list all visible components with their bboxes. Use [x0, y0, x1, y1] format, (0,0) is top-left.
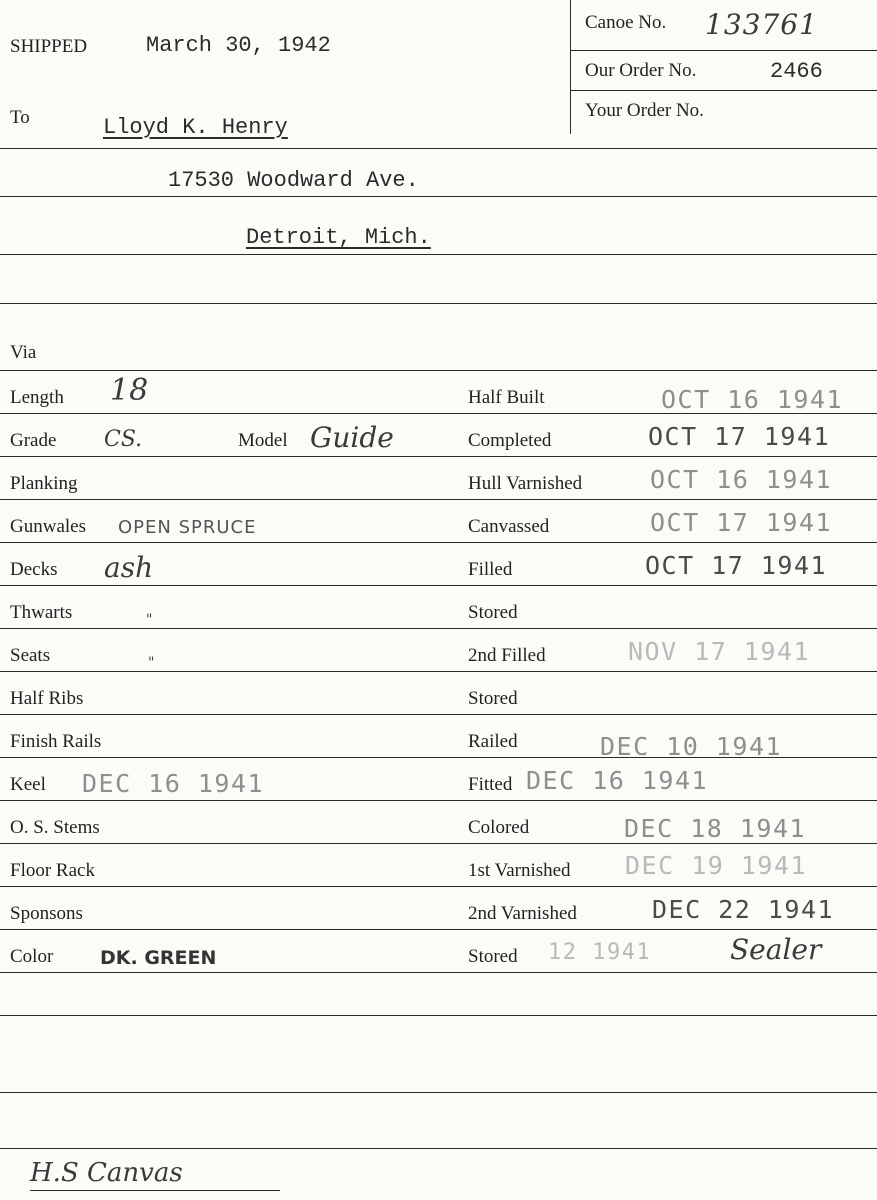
keel-label: Keel — [10, 774, 46, 795]
model-label: Model — [238, 430, 288, 451]
row-rule — [0, 972, 877, 973]
row-rule — [0, 714, 877, 715]
gunwales-label: Gunwales — [10, 516, 86, 537]
blank-rule — [0, 303, 877, 304]
model-value: Guide — [310, 421, 394, 454]
stored-label-3: Stored — [468, 946, 518, 967]
fitted-label: Fitted — [468, 774, 513, 795]
stored-sealer-note: Sealer — [730, 933, 822, 966]
stored-label-2: Stored — [468, 688, 518, 709]
filled-stamp: OCT 17 1941 — [645, 551, 828, 580]
seats-label: Seats — [10, 645, 51, 666]
stored-label-1: Stored — [468, 602, 518, 623]
recipient-name: Lloyd K. Henry — [103, 115, 288, 140]
address-line-2: Detroit, Mich. — [246, 225, 431, 250]
to-label: To — [10, 107, 30, 128]
gunwales-value: OPEN SPRUCE — [118, 517, 257, 538]
length-label: Length — [10, 387, 64, 408]
thwarts-value: " — [146, 612, 153, 628]
colored-label: Colored — [468, 817, 530, 838]
grade-label: Grade — [10, 430, 57, 451]
seats-value: " — [148, 655, 155, 671]
length-value: 18 — [110, 373, 149, 408]
header-box-line-2 — [570, 90, 877, 91]
color-label: Color — [10, 946, 54, 967]
row-rule — [0, 585, 877, 586]
shipped-date: March 30, 1942 — [146, 33, 331, 58]
first-varnished-stamp: DEC 19 1941 — [625, 851, 808, 880]
second-filled-stamp: NOV 17 1941 — [628, 637, 811, 666]
row-rule — [0, 499, 877, 500]
first-varnished-label: 1st Varnished — [468, 860, 571, 881]
stored-stamp-3: 12 1941 — [548, 940, 652, 965]
our-order-label: Our Order No. — [585, 60, 697, 81]
to-line — [0, 148, 877, 149]
row-rule — [0, 1148, 877, 1149]
row-rule — [0, 800, 877, 801]
second-filled-label: 2nd Filled — [468, 645, 546, 666]
shipped-label: SHIPPED — [10, 36, 88, 57]
row-rule — [0, 843, 877, 844]
header-box-line-1 — [570, 50, 877, 51]
via-label: Via — [10, 342, 37, 363]
canvassed-label: Canvassed — [468, 516, 550, 537]
via-rule — [0, 370, 877, 371]
half-ribs-label: Half Ribs — [10, 688, 84, 709]
half-built-stamp: OCT 16 1941 — [661, 385, 844, 414]
keel-value: DEC 16 1941 — [82, 769, 265, 798]
row-rule — [0, 886, 877, 887]
notes-line-3: H.S Canvas — [30, 1158, 183, 1188]
our-order-value: 2466 — [770, 59, 823, 84]
filled-label: Filled — [468, 559, 513, 580]
row-rule — [0, 671, 877, 672]
canoe-no-label: Canoe No. — [585, 12, 667, 33]
hull-varnished-stamp: OCT 16 1941 — [650, 465, 833, 494]
row-rule — [0, 1015, 877, 1016]
row-rule — [0, 1092, 877, 1093]
planking-label: Planking — [10, 473, 78, 494]
notes-underline — [30, 1190, 280, 1191]
address-line-1: 17530 Woodward Ave. — [168, 168, 419, 193]
header-box-divider — [570, 0, 571, 134]
grade-value: CS. — [104, 427, 143, 452]
completed-stamp: OCT 17 1941 — [648, 422, 831, 451]
row-rule — [0, 456, 877, 457]
floor-rack-label: Floor Rack — [10, 860, 95, 881]
color-value: DK. GREEN — [100, 947, 217, 969]
colored-stamp: DEC 18 1941 — [624, 814, 807, 843]
your-order-label: Your Order No. — [585, 100, 704, 121]
row-rule — [0, 628, 877, 629]
fitted-stamp: DEC 16 1941 — [526, 766, 709, 795]
second-varnished-label: 2nd Varnished — [468, 903, 577, 924]
thwarts-label: Thwarts — [10, 602, 73, 623]
canvassed-stamp: OCT 17 1941 — [650, 508, 833, 537]
decks-label: Decks — [10, 559, 58, 580]
railed-stamp: DEC 10 1941 — [600, 732, 783, 761]
address-rule-2 — [0, 254, 877, 255]
canoe-no-value: 133761 — [705, 8, 818, 41]
sponsons-label: Sponsons — [10, 903, 83, 924]
decks-value: ash — [104, 551, 154, 584]
address-rule-1 — [0, 196, 877, 197]
os-stems-label: O. S. Stems — [10, 817, 100, 838]
row-rule — [0, 929, 877, 930]
railed-label: Railed — [468, 731, 518, 752]
finish-rails-label: Finish Rails — [10, 731, 102, 752]
completed-label: Completed — [468, 430, 552, 451]
half-built-label: Half Built — [468, 387, 545, 408]
row-rule — [0, 542, 877, 543]
hull-varnished-label: Hull Varnished — [468, 473, 583, 494]
second-varnished-stamp: DEC 22 1941 — [652, 895, 835, 924]
